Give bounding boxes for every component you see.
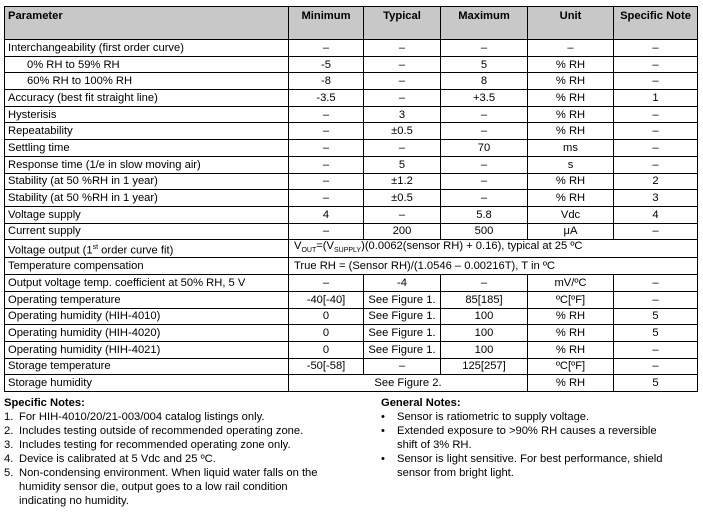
header-typical: Typical: [364, 7, 441, 40]
unit-cell: Vdc: [528, 206, 614, 223]
typical-cell: See Figure 1.: [364, 291, 441, 308]
note-text: Device is calibrated at 5 Vdc and 25 ºC.: [19, 453, 216, 465]
maximum-cell: –: [441, 173, 528, 190]
unit-cell: % RH: [528, 173, 614, 190]
parameter-text: order curve fit): [98, 244, 174, 257]
table-row: [5, 106, 698, 123]
typical-cell: –: [364, 140, 441, 157]
subscript: SUPPLY: [333, 247, 362, 255]
note-text: Sensor is ratiometric to supply voltage.: [397, 411, 590, 423]
typical-cell: 5: [364, 156, 441, 173]
minimum-cell: –: [289, 40, 364, 57]
parameter-cell: Voltage supply: [5, 206, 289, 223]
unit-cell: % RH: [528, 341, 614, 358]
parameter-cell: Accuracy (best fit straight line): [5, 90, 289, 107]
minimum-cell: –: [289, 156, 364, 173]
parameter-cell: Stability (at 50 %RH in 1 year): [5, 173, 289, 190]
unit-cell: % RH: [528, 325, 614, 342]
general-notes-title: General Notes:: [381, 397, 461, 409]
specific-note-item: [4, 410, 364, 424]
parameter-cell: Operating humidity (HIH-4020): [5, 325, 289, 342]
note-cell: –: [614, 106, 698, 123]
parameter-cell: Response time (1/e in slow moving air): [5, 156, 289, 173]
table-row: [5, 206, 698, 223]
table-header-row: [5, 7, 698, 40]
note-cell: –: [614, 275, 698, 292]
table-row: [5, 291, 698, 308]
minimum-cell: -8: [289, 73, 364, 90]
minimum-cell: 0: [289, 308, 364, 325]
maximum-cell: –: [441, 275, 528, 292]
unit-cell: % RH: [528, 56, 614, 73]
table-row: [5, 258, 698, 275]
unit-cell: mV/ºC: [528, 275, 614, 292]
note-cell: –: [614, 223, 698, 240]
unit-cell: ºC[ºF]: [528, 358, 614, 375]
typical-cell: –: [364, 40, 441, 57]
specific-note-item: [4, 466, 364, 508]
note-number: 3.: [4, 439, 14, 451]
maximum-cell: 70: [441, 140, 528, 157]
header-maximum: Maximum: [441, 7, 528, 40]
specific-note-item: [4, 424, 364, 438]
minimum-cell: 0: [289, 341, 364, 358]
maximum-cell: –: [441, 40, 528, 57]
note-cell: 1: [614, 90, 698, 107]
header-specific-note: Specific Note: [614, 7, 698, 40]
specific-note-item: [4, 438, 364, 452]
header-unit: Unit: [528, 7, 614, 40]
minimum-cell: -5: [289, 56, 364, 73]
unit-cell: ºC[ºF]: [528, 291, 614, 308]
minimum-cell: –: [289, 123, 364, 140]
table-row: [5, 56, 698, 73]
typical-cell: 3: [364, 106, 441, 123]
performance-spec-table: [4, 6, 698, 392]
maximum-cell: 85[185]: [441, 291, 528, 308]
typical-cell: See Figure 1.: [364, 325, 441, 342]
specific-notes-list: [4, 410, 364, 508]
note-cell: 5: [614, 375, 698, 392]
table-row: [5, 40, 698, 57]
note-cell: –: [614, 291, 698, 308]
maximum-cell: –: [441, 106, 528, 123]
table-row: [5, 123, 698, 140]
formula-text: V: [294, 240, 302, 253]
maximum-cell: 125[257]: [441, 358, 528, 375]
subscript: OUT: [301, 247, 317, 255]
table-row: [5, 73, 698, 90]
minimum-cell: –: [289, 173, 364, 190]
parameter-cell: 60% RH to 100% RH: [5, 73, 289, 90]
typical-cell: -4: [364, 275, 441, 292]
table-row: [5, 190, 698, 207]
note-text: Includes testing for recommended operating zone only.: [19, 439, 291, 451]
general-note-item: [381, 452, 699, 480]
note-cell: –: [614, 40, 698, 57]
parameter-cell: Temperature compensation: [5, 258, 289, 275]
note-number: 4.: [4, 453, 14, 465]
unit-cell: % RH: [528, 90, 614, 107]
table-row: [5, 140, 698, 157]
maximum-cell: 500: [441, 223, 528, 240]
note-cell: –: [614, 56, 698, 73]
unit-cell: μA: [528, 223, 614, 240]
typical-cell: 200: [364, 223, 441, 240]
note-number: 1.: [4, 411, 14, 423]
minimum-cell: -3.5: [289, 90, 364, 107]
typical-cell: ±0.5: [364, 123, 441, 140]
note-cell: 3: [614, 190, 698, 207]
typical-cell: See Figure 1.: [364, 341, 441, 358]
table-row: [5, 341, 698, 358]
unit-cell: % RH: [528, 123, 614, 140]
typical-cell: ±0.5: [364, 190, 441, 207]
maximum-cell: 100: [441, 308, 528, 325]
specific-note-item: [4, 452, 364, 466]
table-row: [5, 223, 698, 240]
parameter-cell: Operating humidity (HIH-4010): [5, 308, 289, 325]
typical-cell: –: [364, 73, 441, 90]
formula-text: )(0.0062(sensor RH) + 0.16), typical at 25 ºC: [361, 240, 583, 253]
formula-cell: [289, 240, 698, 258]
table-row: [5, 358, 698, 375]
table-row: [5, 173, 698, 190]
minimum-cell: 4: [289, 206, 364, 223]
note-cell: 2: [614, 173, 698, 190]
parameter-cell: Storage temperature: [5, 358, 289, 375]
note-cell: –: [614, 358, 698, 375]
minimum-cell: -40[-40]: [289, 291, 364, 308]
unit-cell: % RH: [528, 308, 614, 325]
table-row: [5, 240, 698, 258]
maximum-cell: 5.8: [441, 206, 528, 223]
parameter-cell: Operating temperature: [5, 291, 289, 308]
specific-notes-title: Specific Notes:: [4, 397, 85, 409]
minimum-cell: –: [289, 106, 364, 123]
specific-notes-block: [4, 396, 364, 508]
typical-cell: –: [364, 56, 441, 73]
note-text: Extended exposure to >90% RH causes a reversible shift of 3% RH.: [397, 425, 657, 451]
note-cell: 5: [614, 308, 698, 325]
parameter-cell: Current supply: [5, 223, 289, 240]
note-text: Sensor is light sensitive. For best performance, shield sensor from bright light.: [397, 453, 663, 479]
unit-cell: % RH: [528, 106, 614, 123]
parameter-cell: Repeatability: [5, 123, 289, 140]
table-row: [5, 375, 698, 392]
parameter-cell: Output voltage temp. coefficient at 50% RH, 5 V: [5, 275, 289, 292]
typical-cell: See Figure 1.: [364, 308, 441, 325]
maximum-cell: –: [441, 190, 528, 207]
maximum-cell: –: [441, 123, 528, 140]
maximum-cell: 5: [441, 56, 528, 73]
note-text: For HIH-4010/20/21-003/004 catalog listings only.: [19, 411, 265, 423]
unit-cell: ms: [528, 140, 614, 157]
maximum-cell: 8: [441, 73, 528, 90]
parameter-cell: Interchangeability (first order curve): [5, 40, 289, 57]
maximum-cell: +3.5: [441, 90, 528, 107]
note-cell: –: [614, 73, 698, 90]
typical-cell: –: [364, 358, 441, 375]
parameter-cell: Stability (at 50 %RH in 1 year): [5, 190, 289, 207]
header-parameter: Parameter: [5, 7, 289, 40]
formula-text: =(V: [316, 240, 334, 253]
note-cell: –: [614, 140, 698, 157]
parameter-cell: 0% RH to 59% RH: [5, 56, 289, 73]
minimum-cell: –: [289, 223, 364, 240]
note-cell: –: [614, 123, 698, 140]
unit-cell: % RH: [528, 375, 614, 392]
note-cell: 4: [614, 206, 698, 223]
typical-cell: ±1.2: [364, 173, 441, 190]
general-note-item: [381, 410, 699, 424]
formula-cell: True RH = (Sensor RH)/(1.0546 – 0.00216T), T in ºC: [289, 258, 698, 275]
table-row: [5, 325, 698, 342]
maximum-cell: 100: [441, 341, 528, 358]
note-number: 5.: [4, 467, 14, 479]
superscript: st: [92, 243, 99, 251]
parameter-cell: Hysterisis: [5, 106, 289, 123]
parameter-cell: Operating humidity (HIH-4021): [5, 341, 289, 358]
table-row: [5, 275, 698, 292]
parameter-cell: Storage humidity: [5, 375, 289, 392]
maximum-cell: –: [441, 156, 528, 173]
note-cell: 5: [614, 325, 698, 342]
value-cell: See Figure 2.: [289, 375, 528, 392]
general-notes-list: [381, 410, 699, 480]
parameter-cell: Settling time: [5, 140, 289, 157]
typical-cell: –: [364, 206, 441, 223]
note-text: Non-condensing environment. When liquid water falls on the humidity sensor die, output goes to a low rail condition indicating no humidity.: [19, 467, 318, 507]
bullet-icon: •: [381, 411, 385, 423]
typical-cell: –: [364, 90, 441, 107]
note-cell: –: [614, 156, 698, 173]
table-row: [5, 156, 698, 173]
note-cell: –: [614, 341, 698, 358]
bullet-icon: •: [381, 453, 385, 465]
minimum-cell: -50[-58]: [289, 358, 364, 375]
note-text: Includes testing outside of recommended operating zone.: [19, 425, 304, 437]
minimum-cell: 0: [289, 325, 364, 342]
minimum-cell: –: [289, 190, 364, 207]
table-row: [5, 308, 698, 325]
parameter-cell: [5, 240, 289, 258]
minimum-cell: –: [289, 140, 364, 157]
unit-cell: s: [528, 156, 614, 173]
note-number: 2.: [4, 425, 14, 437]
general-notes-block: [381, 396, 699, 480]
header-minimum: Minimum: [289, 7, 364, 40]
general-note-item: [381, 424, 699, 452]
unit-cell: –: [528, 40, 614, 57]
table-row: [5, 90, 698, 107]
parameter-text: Voltage output (1: [8, 244, 93, 257]
minimum-cell: –: [289, 275, 364, 292]
unit-cell: % RH: [528, 190, 614, 207]
maximum-cell: 100: [441, 325, 528, 342]
unit-cell: % RH: [528, 73, 614, 90]
bullet-icon: •: [381, 425, 385, 437]
